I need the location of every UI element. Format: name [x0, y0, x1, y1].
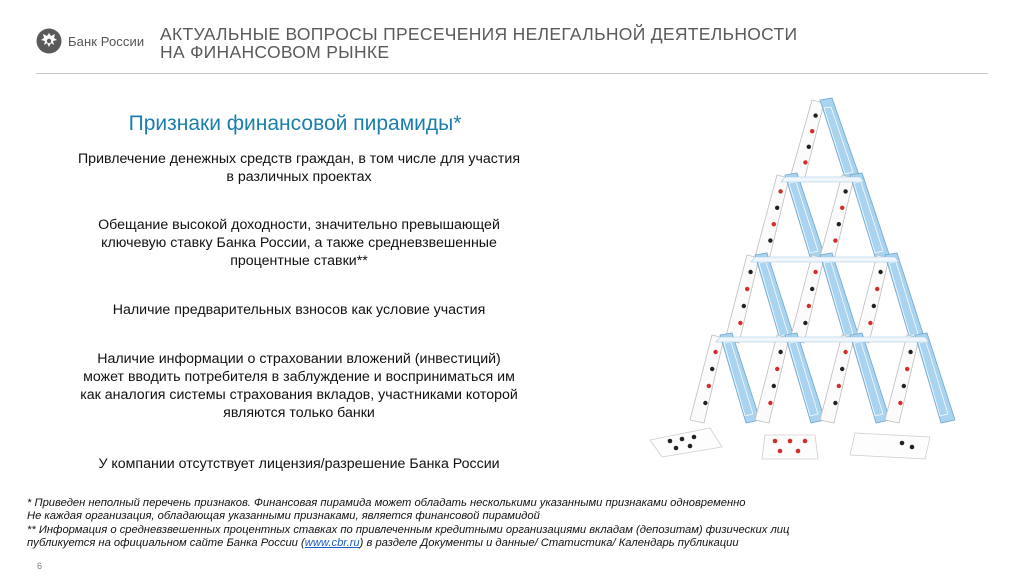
sign-line: Наличие информации о страховании вложений (инвестиций) — [97, 351, 501, 367]
card-a-frame — [885, 333, 955, 423]
card-roof — [751, 257, 899, 262]
card-a-frame — [820, 333, 890, 423]
loose-cards — [650, 428, 930, 459]
card-a-frame — [790, 253, 860, 343]
sign-line: в различных проектах — [226, 169, 372, 185]
logo-text: Банк России — [68, 33, 145, 49]
card-a-frame — [725, 253, 795, 343]
header-title-line-2: НА ФИНАНСОВОМ РЫНКЕ — [160, 42, 390, 62]
footnote-line-4 — [27, 537, 977, 550]
section-title: Признаки финансовой пирамиды* — [128, 112, 462, 135]
card-a-frame — [820, 173, 890, 260]
bank-logo — [36, 28, 144, 54]
eagle-emblem-icon — [36, 28, 62, 54]
card-a-frame — [690, 333, 760, 423]
cbr-website-link[interactable]: www.cbr.ru — [304, 537, 360, 550]
card-a-frame — [755, 333, 825, 423]
sign-line: может вводить потребителя в заблуждение и восприниматься им — [83, 369, 515, 385]
page-header-title — [160, 25, 960, 61]
card-roof — [781, 177, 864, 182]
card-a-frame — [755, 173, 825, 260]
sign-item-4 — [20, 350, 578, 422]
sign-line: ключевую ставку Банка России, а также средневзвешенные — [101, 235, 497, 251]
sign-item-1 — [20, 150, 578, 186]
card-a-frame — [855, 253, 925, 343]
sign-line: Привлечение денежных средств граждан, в том числе для участия — [77, 151, 520, 167]
page-number: 6 — [37, 561, 43, 571]
sign-line: Обещание высокой доходности, значительно превышающей — [98, 217, 500, 233]
footnotes — [27, 497, 977, 551]
footnote-line-4-end: ) в разделе Документы и данные/ Статистика/ Календарь публикации — [359, 537, 739, 550]
footnote-line-4-start: публикуется на официальном сайте Банка России ( — [27, 537, 305, 550]
header-title-line-1: АКТУАЛЬНЫЕ ВОПРОСЫ ПРЕСЕЧЕНИЯ НЕЛЕГАЛЬНОЙ ДЕЯТЕЛЬНОСТИ — [160, 24, 798, 44]
header-divider — [36, 73, 988, 74]
sign-line: У компании отсутствует лицензия/разрешение Банка России — [98, 456, 500, 472]
sign-line: Наличие предварительных взносов как условие участия — [112, 302, 486, 318]
footnote-line-1: * Приведен неполный перечень признаков. Финансовая пирамида может обладать несколькими указанными признаками одновременно — [27, 497, 746, 509]
footnote-line-3: ** Информация о средневзвешенных процентных ставках по привлеченным кредитными организациями вкладам (депозитам) физических лиц — [27, 523, 790, 536]
sign-line: как аналогия системы страхования вкладов, участниками которой — [80, 387, 518, 403]
sign-item-5 — [20, 455, 578, 473]
card-roof — [716, 337, 929, 342]
card-a-frame — [790, 98, 860, 181]
sign-item-3 — [20, 301, 578, 319]
footnote-line-2: Не каждая организация, обладающая указанными признаками, является финансовой пирамидой — [27, 510, 540, 523]
sign-line: процентные ставки** — [230, 253, 368, 269]
house-of-cards-illustration — [640, 95, 990, 467]
sign-item-2 — [20, 216, 578, 270]
sign-line: являются только банки — [223, 405, 375, 421]
